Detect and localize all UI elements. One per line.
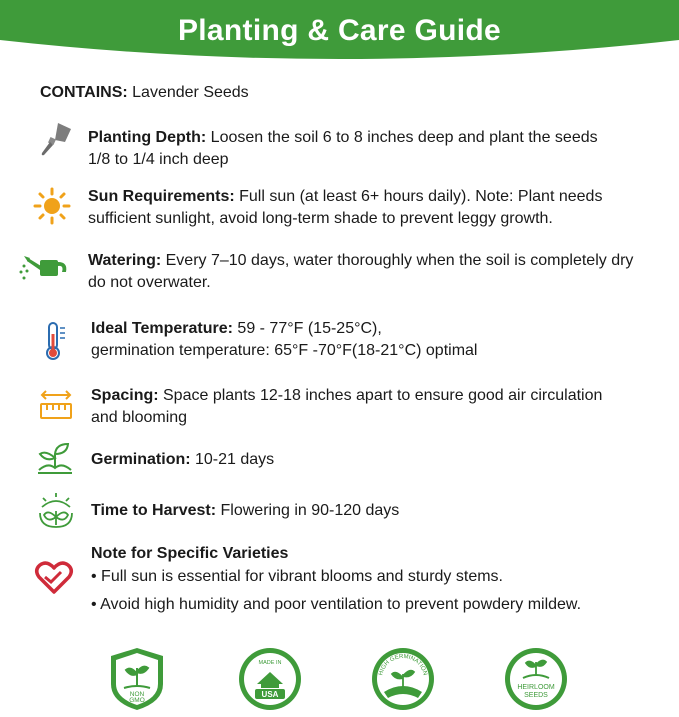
made-in-usa-badge-icon: [237, 646, 303, 712]
item-time-to-harvest: [91, 500, 399, 522]
item-text-line2: germination temperature: 65°F -70°F(18-21°C) optimal: [91, 342, 478, 359]
item-text-line1: Space plants 12-18 inches apart to ensure good air circulation: [158, 387, 603, 404]
item-label: Ideal Temperature:: [91, 320, 233, 337]
item-spacing: [91, 385, 602, 429]
watering-can-icon: [18, 250, 70, 286]
badge-text: NON: [129, 691, 145, 698]
item-text-line1: Flowering in 90-120 days: [216, 502, 400, 519]
ruler-icon: [38, 389, 74, 421]
page-title: Planting & Care Guide: [177, 14, 501, 47]
contains-value: Lavender Seeds: [127, 84, 249, 101]
item-planting-depth: [88, 127, 598, 171]
item-text-line1: Full sun (at least 6+ hours daily). Note: Plant needs: [234, 188, 603, 205]
item-text-line2: sufficient sunlight, avoid long-term shade to prevent leggy growth.: [88, 210, 553, 227]
item-label: Germination:: [91, 451, 191, 468]
item-label: Spacing:: [91, 387, 159, 404]
badge-text: GMO: [129, 697, 145, 704]
trowel-icon: [38, 120, 74, 158]
note-title: Note for Specific Varieties: [91, 545, 289, 562]
heart-icon: [34, 560, 74, 596]
item-label: Watering:: [88, 252, 162, 269]
item-text-line2: do not overwater.: [88, 274, 211, 291]
item-germination: [91, 449, 274, 471]
item-watering: [88, 250, 633, 294]
item-sun-requirements: [88, 186, 602, 230]
item-label: Time to Harvest:: [91, 502, 217, 519]
item-text-line1: Every 7–10 days, water thoroughly when the soil is completely dry: [161, 252, 634, 269]
sprout-icon: [36, 440, 74, 476]
item-label: Sun Requirements:: [88, 188, 235, 205]
contains-label: CONTAINS:: [40, 84, 128, 101]
contains-line: [40, 84, 249, 102]
badge-text: SEEDS: [524, 692, 548, 699]
note-bullet: • Avoid high humidity and poor ventilation to prevent powdery mildew.: [91, 596, 582, 613]
heirloom-seeds-badge-icon: [503, 646, 569, 712]
non-gmo-badge-icon: [107, 646, 167, 712]
note-bullet: • Full sun is essential for vibrant blooms and sturdy stems.: [91, 568, 503, 585]
badge-text: USA: [261, 690, 279, 699]
badge-text: HIGH GERMINATION: [378, 653, 428, 677]
badge-text: MADE IN: [258, 660, 282, 666]
item-text-line2: and blooming: [91, 409, 188, 426]
item-ideal-temperature: [91, 318, 477, 362]
item-text-line1: 59 - 77°F (15-25°C),: [232, 320, 382, 337]
high-germination-badge-icon: [370, 646, 436, 712]
item-text-line1: 10-21 days: [190, 451, 275, 468]
item-label: Planting Depth:: [88, 129, 207, 146]
header-banner: [0, 0, 679, 64]
item-text-line1: Loosen the soil 6 to 8 inches deep and plant the seeds: [206, 129, 598, 146]
harvest-icon: [36, 493, 76, 529]
badge-text: HEIRLOOM: [517, 684, 555, 691]
item-text-line2: 1/8 to 1/4 inch deep: [88, 151, 229, 168]
sun-icon: [32, 186, 72, 226]
thermometer-icon: [40, 320, 70, 362]
